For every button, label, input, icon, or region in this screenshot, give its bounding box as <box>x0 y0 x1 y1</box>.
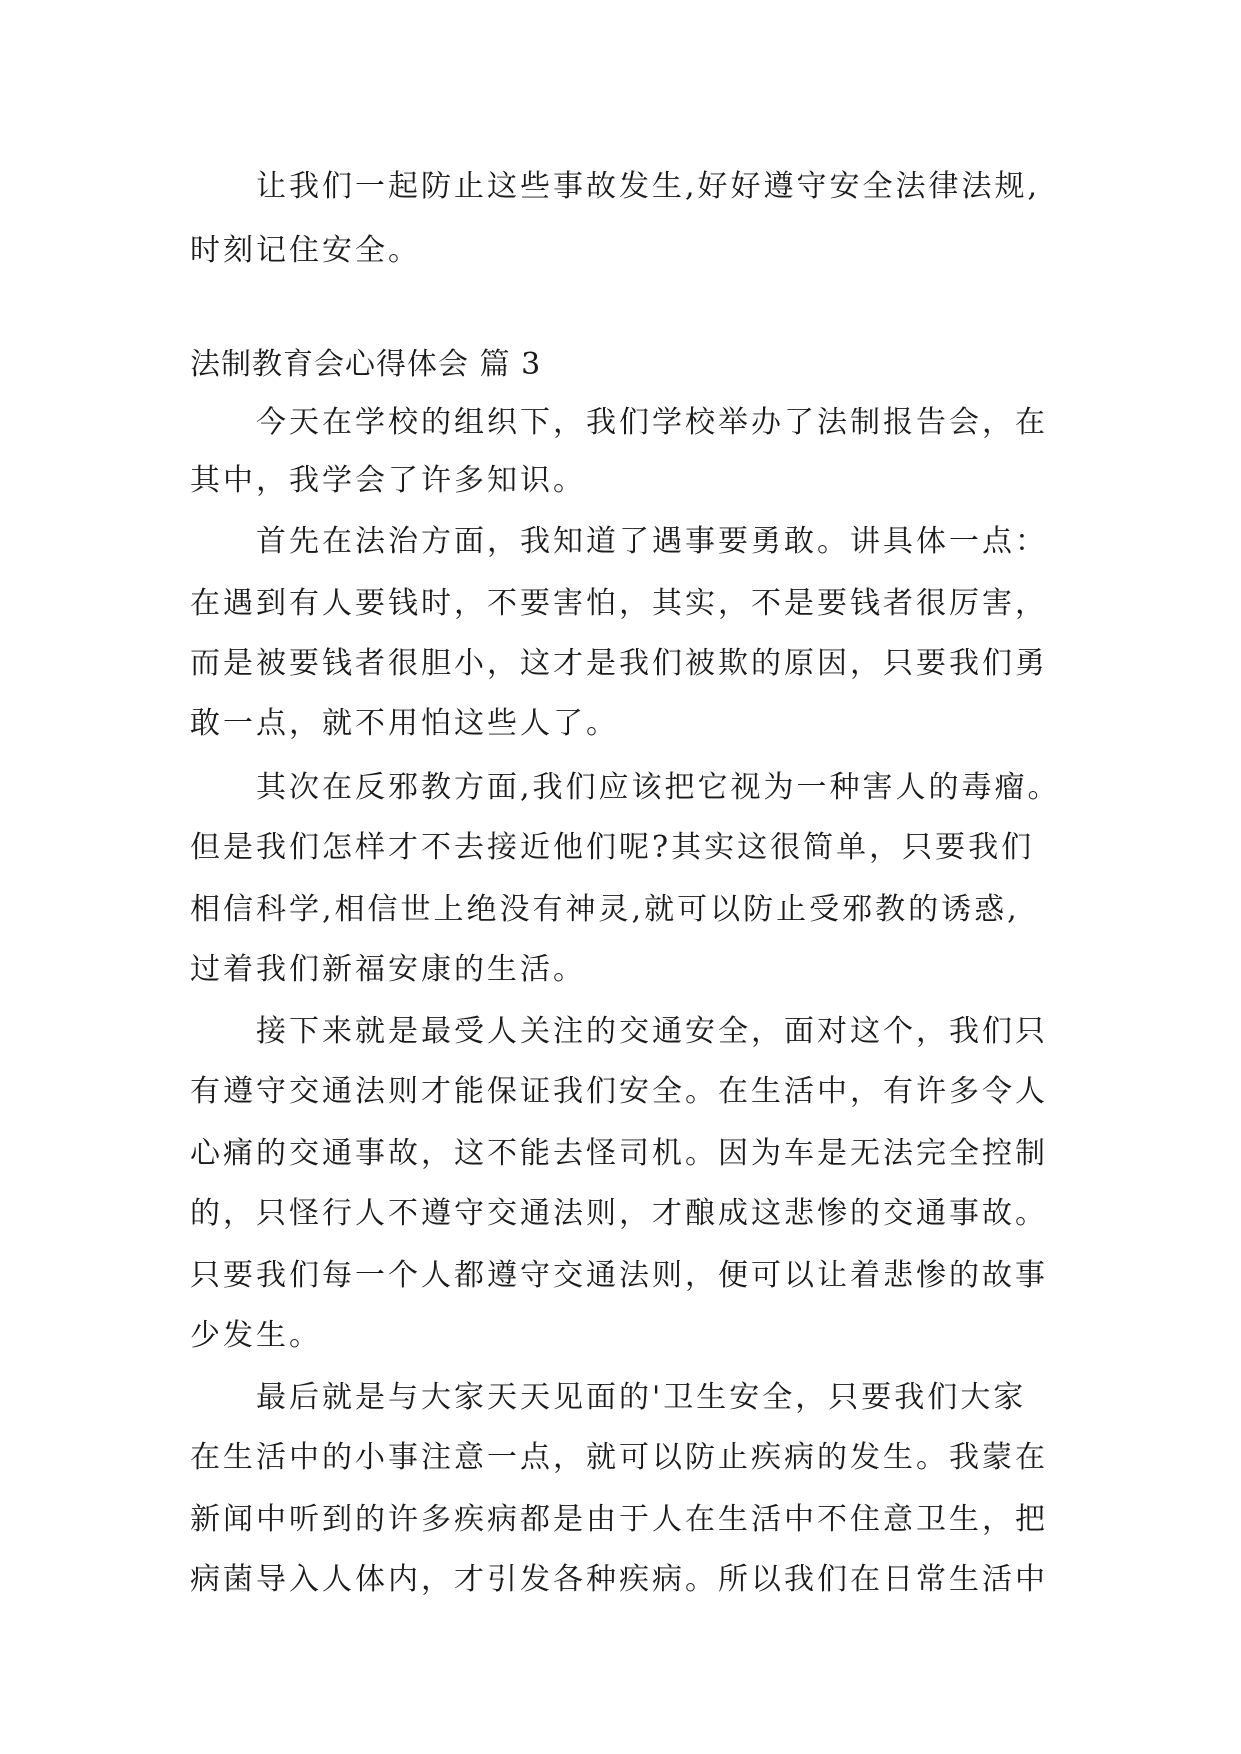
paragraph-3-line-1: 其次在反邪教方面,我们应该把它视为一种害人的毒瘤。 <box>256 770 1061 805</box>
intro-line-2: 时刻记住安全。 <box>190 233 421 268</box>
paragraph-5-line-3: 新闻中听到的许多疾病都是由于人在生活中不住意卫生，把 <box>190 1502 1048 1537</box>
intro-line-1: 让我们一起防止这些事故发生,好好遵守安全法律法规, <box>256 169 1041 204</box>
paragraph-5-line-1: 最后就是与大家天天见面的'卫生安全，只要我们大家 <box>256 1380 1027 1415</box>
paragraph-2-line-4: 敢一点，就不用怕这些人了。 <box>190 706 619 741</box>
paragraph-1-line-1: 今天在学校的组织下，我们学校举办了法制报告会，在 <box>256 405 1048 440</box>
paragraph-3-line-4: 过着我们新福安康的生活。 <box>190 952 586 987</box>
paragraph-4-line-4: 的，只怪行人不遵守交通法则，才酿成这悲惨的交通事故。 <box>190 1196 1048 1231</box>
paragraph-2-line-2: 在遇到有人要钱时，不要害怕，其实，不是要钱者很厉害， <box>190 586 1048 621</box>
paragraph-4-line-3: 心痛的交通事故，这不能去怪司机。因为车是无法完全控制 <box>190 1136 1048 1171</box>
paragraph-4-line-1: 接下来就是最受人关注的交通安全，面对这个，我们只 <box>256 1014 1048 1049</box>
paragraph-3-line-2: 但是我们怎样才不去接近他们呢?其实这很简单，只要我们 <box>190 830 1035 865</box>
paragraph-1-line-2: 其中，我学会了许多知识。 <box>190 463 586 498</box>
paragraph-4-line-6: 少发生。 <box>190 1318 322 1353</box>
paragraph-5-line-4: 病菌导入人体内，才引发各种疾病。所以我们在日常生活中 <box>190 1562 1048 1597</box>
paragraph-2-line-1: 首先在法治方面，我知道了遇事要勇敢。讲具体一点： <box>256 524 1048 559</box>
section-heading: 法制教育会心得体会 篇 3 <box>190 347 542 382</box>
paragraph-3-line-3: 相信科学,相信世上绝没有神灵,就可以防止受邪教的诱惑, <box>190 892 1020 927</box>
paragraph-2-line-3: 而是被要钱者很胆小，这才是我们被欺的原因，只要我们勇 <box>190 646 1048 681</box>
paragraph-4-line-2: 有遵守交通法则才能保证我们安全。在生活中，有许多令人 <box>190 1074 1048 1109</box>
paragraph-5-line-2: 在生活中的小事注意一点，就可以防止疾病的发生。我蒙在 <box>190 1440 1048 1475</box>
paragraph-4-line-5: 只要我们每一个人都遵守交通法则，便可以让着悲惨的故事 <box>190 1258 1048 1293</box>
